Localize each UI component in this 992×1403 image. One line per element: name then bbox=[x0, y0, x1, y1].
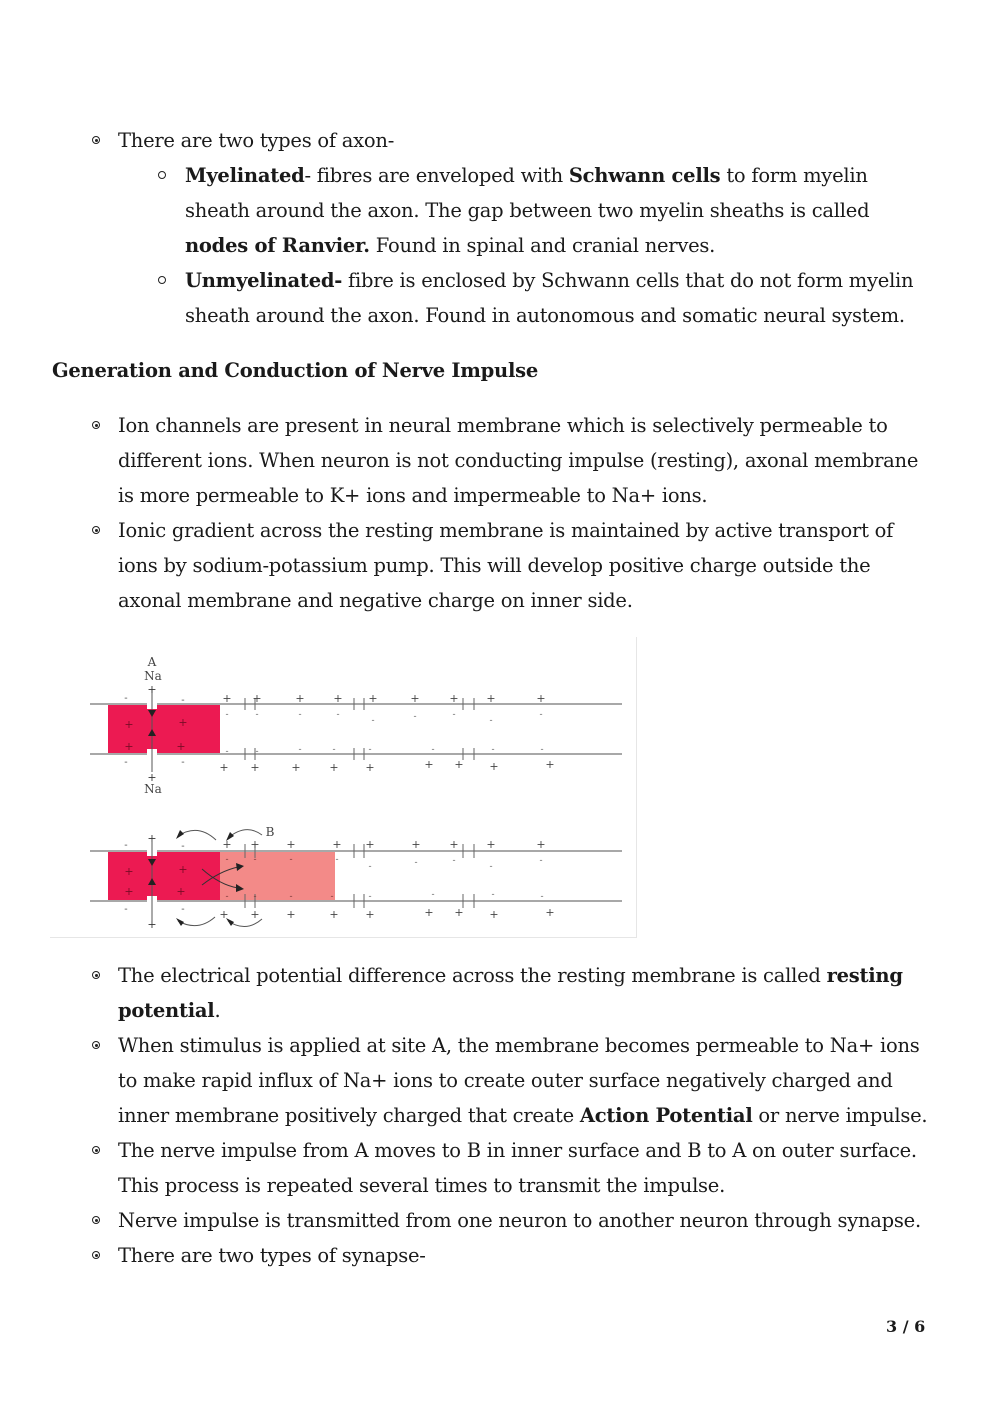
list-item bbox=[118, 513, 938, 618]
svg-text:+: + bbox=[147, 832, 157, 845]
svg-text:-: - bbox=[225, 892, 229, 902]
hollow-bullet-icon bbox=[158, 171, 166, 179]
svg-text:-: - bbox=[181, 841, 185, 852]
svg-text:+: + bbox=[536, 838, 546, 851]
svg-text:+: + bbox=[219, 908, 229, 921]
text: to form myelin sheath around the axon. The gap between two myelin sheaths is called bbox=[185, 164, 870, 222]
svg-text:+: + bbox=[250, 838, 260, 851]
svg-text:-: - bbox=[330, 892, 334, 902]
svg-text:-: - bbox=[298, 710, 302, 720]
list-item bbox=[118, 1028, 938, 1133]
svg-text:-: - bbox=[255, 710, 259, 720]
svg-text:-: - bbox=[253, 855, 257, 865]
svg-text:-: - bbox=[335, 855, 339, 865]
svg-text:-: - bbox=[255, 747, 259, 757]
svg-text:+: + bbox=[176, 885, 186, 898]
bullet-icon bbox=[92, 1216, 100, 1224]
svg-text:-: - bbox=[124, 693, 128, 704]
bullet-icon bbox=[92, 971, 100, 979]
page-number: 3 / 6 bbox=[886, 1317, 926, 1336]
svg-text:+: + bbox=[365, 908, 375, 921]
svg-text:+: + bbox=[291, 761, 301, 774]
text: or nerve impulse. bbox=[752, 1104, 928, 1127]
svg-text:-: - bbox=[431, 890, 435, 900]
svg-text:+: + bbox=[286, 838, 296, 851]
svg-text:-: - bbox=[225, 747, 229, 757]
text: Found in spinal and cranial nerves. bbox=[369, 234, 716, 257]
svg-text:-: - bbox=[225, 855, 229, 865]
svg-text:-: - bbox=[489, 716, 493, 726]
svg-text:-: - bbox=[181, 757, 185, 768]
svg-text:+: + bbox=[449, 692, 459, 705]
bullet-icon bbox=[92, 136, 100, 144]
svg-text:-: - bbox=[332, 745, 336, 755]
svg-text:-: - bbox=[181, 904, 185, 915]
svg-text:+: + bbox=[147, 683, 157, 696]
svg-text:+: + bbox=[454, 758, 464, 771]
svg-text:+: + bbox=[486, 692, 496, 705]
list-item-text: Ion channels are present in neural membrane which is selectively permeable to different ions. When neuron is not conducting impulse (resting), axonal membrane is more permeable to K+ ions and impermeable to Na+ ions. bbox=[118, 414, 919, 507]
hollow-bullet-icon bbox=[158, 276, 166, 284]
svg-text:+: + bbox=[333, 692, 343, 705]
list-item-text: Ionic gradient across the resting membrane is maintained by active transport of ions by sodium-potassium pump. This will develop positive charge outside the axonal membrane and negative charge on inner side. bbox=[118, 519, 894, 612]
svg-text:+: + bbox=[124, 718, 134, 731]
svg-text:+: + bbox=[124, 885, 134, 898]
svg-text:-: - bbox=[181, 695, 185, 706]
term-resting-potential: resting potential bbox=[118, 964, 903, 1022]
svg-text:+: + bbox=[365, 761, 375, 774]
svg-text:-: - bbox=[491, 745, 495, 755]
svg-text:-: - bbox=[413, 712, 417, 722]
bullet-icon bbox=[92, 1146, 100, 1154]
svg-text:+: + bbox=[222, 838, 232, 851]
svg-text:+: + bbox=[489, 908, 499, 921]
section-heading: Generation and Conduction of Nerve Impulse bbox=[52, 359, 539, 382]
svg-text:-: - bbox=[489, 862, 493, 872]
sublist-item-myelinated bbox=[185, 158, 935, 263]
text: - fibres are enveloped with bbox=[304, 164, 569, 187]
svg-text:+: + bbox=[295, 692, 305, 705]
svg-text:-: - bbox=[452, 710, 456, 720]
svg-text:+: + bbox=[332, 838, 342, 851]
svg-text:+: + bbox=[424, 906, 434, 919]
svg-text:-: - bbox=[124, 840, 128, 851]
svg-text:+: + bbox=[486, 838, 496, 851]
svg-text:+: + bbox=[178, 716, 188, 729]
svg-text:-: - bbox=[540, 892, 544, 902]
svg-text:+: + bbox=[449, 838, 459, 851]
list-item-text: The electrical potential difference across the resting membrane is called bbox=[118, 964, 827, 987]
term-unmyelinated: Unmyelinated- bbox=[185, 269, 343, 292]
svg-text:+: + bbox=[329, 761, 339, 774]
svg-text:-: - bbox=[253, 892, 257, 902]
svg-text:+: + bbox=[545, 758, 555, 771]
svg-text:-: - bbox=[540, 745, 544, 755]
svg-text:-: - bbox=[289, 892, 293, 902]
bullet-icon bbox=[92, 1251, 100, 1259]
svg-text:B: B bbox=[265, 825, 275, 839]
svg-text:+: + bbox=[368, 692, 378, 705]
svg-text:+: + bbox=[178, 863, 188, 876]
svg-text:+: + bbox=[250, 908, 260, 921]
svg-text:-: - bbox=[368, 745, 372, 755]
svg-text:+: + bbox=[545, 906, 555, 919]
svg-text:-: - bbox=[539, 856, 543, 866]
svg-text:Na: Na bbox=[144, 782, 162, 796]
svg-text:-: - bbox=[368, 892, 372, 902]
svg-text:-: - bbox=[414, 858, 418, 868]
text: . bbox=[214, 999, 221, 1022]
bullet-icon bbox=[92, 1041, 100, 1049]
list-item bbox=[118, 1133, 938, 1203]
svg-text:A: A bbox=[147, 655, 157, 669]
list-item bbox=[118, 1203, 938, 1238]
svg-text:Na: Na bbox=[144, 669, 162, 683]
term-myelinated: Myelinated bbox=[185, 164, 305, 187]
svg-text:-: - bbox=[431, 745, 435, 755]
svg-text:+: + bbox=[410, 692, 420, 705]
svg-text:-: - bbox=[539, 710, 543, 720]
svg-text:+: + bbox=[124, 740, 134, 753]
svg-text:+: + bbox=[286, 908, 296, 921]
svg-text:+: + bbox=[222, 692, 232, 705]
svg-text:-: - bbox=[371, 716, 375, 726]
svg-text:-: - bbox=[491, 890, 495, 900]
svg-text:-: - bbox=[225, 710, 229, 720]
svg-text:+: + bbox=[329, 908, 339, 921]
list-item bbox=[118, 958, 938, 1028]
svg-text:-: - bbox=[368, 862, 372, 872]
list-item bbox=[118, 408, 938, 513]
svg-text:+: + bbox=[411, 838, 421, 851]
svg-text:+: + bbox=[536, 692, 546, 705]
nerve-impulse-diagram bbox=[50, 637, 637, 938]
svg-text:+: + bbox=[365, 838, 375, 851]
svg-text:-: - bbox=[298, 745, 302, 755]
list-item-text: When stimulus is applied at site A, the membrane becomes permeable to Na+ ions to make rapid influx of Na+ ions to create outer surface negatively charged and inner membrane positively charged that create bbox=[118, 1034, 920, 1127]
svg-text:+: + bbox=[250, 761, 260, 774]
list-item-text: There are two types of synapse- bbox=[118, 1244, 426, 1267]
bullet-icon bbox=[92, 526, 100, 534]
svg-text:-: - bbox=[124, 757, 128, 768]
svg-text:+: + bbox=[424, 758, 434, 771]
list-item bbox=[118, 1238, 938, 1273]
svg-text:-: - bbox=[336, 710, 340, 720]
list-item-text: Nerve impulse is transmitted from one neuron to another neuron through synapse. bbox=[118, 1209, 921, 1232]
svg-text:+: + bbox=[219, 761, 229, 774]
list-item-text: There are two types of axon- bbox=[118, 129, 395, 152]
term-nodes-of-ranvier: nodes of Ranvier. bbox=[185, 234, 370, 257]
term-action-potential: Action Potential bbox=[579, 1104, 753, 1127]
list-item-text: The nerve impulse from A moves to B in inner surface and B to A on outer surface. This process is repeated several times to transmit the impulse. bbox=[118, 1139, 917, 1197]
term-schwann-cells: Schwann cells bbox=[568, 164, 721, 187]
svg-text:-: - bbox=[289, 855, 293, 865]
svg-text:+: + bbox=[124, 865, 134, 878]
sublist-item-unmyelinated bbox=[185, 263, 935, 333]
svg-text:+: + bbox=[489, 760, 499, 773]
text: fibre is enclosed by Schwann cells that do not form myelin sheath around the axon. Found in autonomous and somatic neural system. bbox=[185, 269, 914, 327]
bullet-icon bbox=[92, 421, 100, 429]
list-item-axon-types bbox=[118, 123, 938, 158]
svg-text:+: + bbox=[454, 906, 464, 919]
svg-text:+: + bbox=[176, 740, 186, 753]
svg-text:+: + bbox=[252, 692, 262, 705]
svg-text:+: + bbox=[147, 918, 157, 931]
svg-text:-: - bbox=[124, 904, 128, 915]
svg-text:-: - bbox=[452, 856, 456, 866]
svg-text:+: + bbox=[147, 771, 157, 784]
